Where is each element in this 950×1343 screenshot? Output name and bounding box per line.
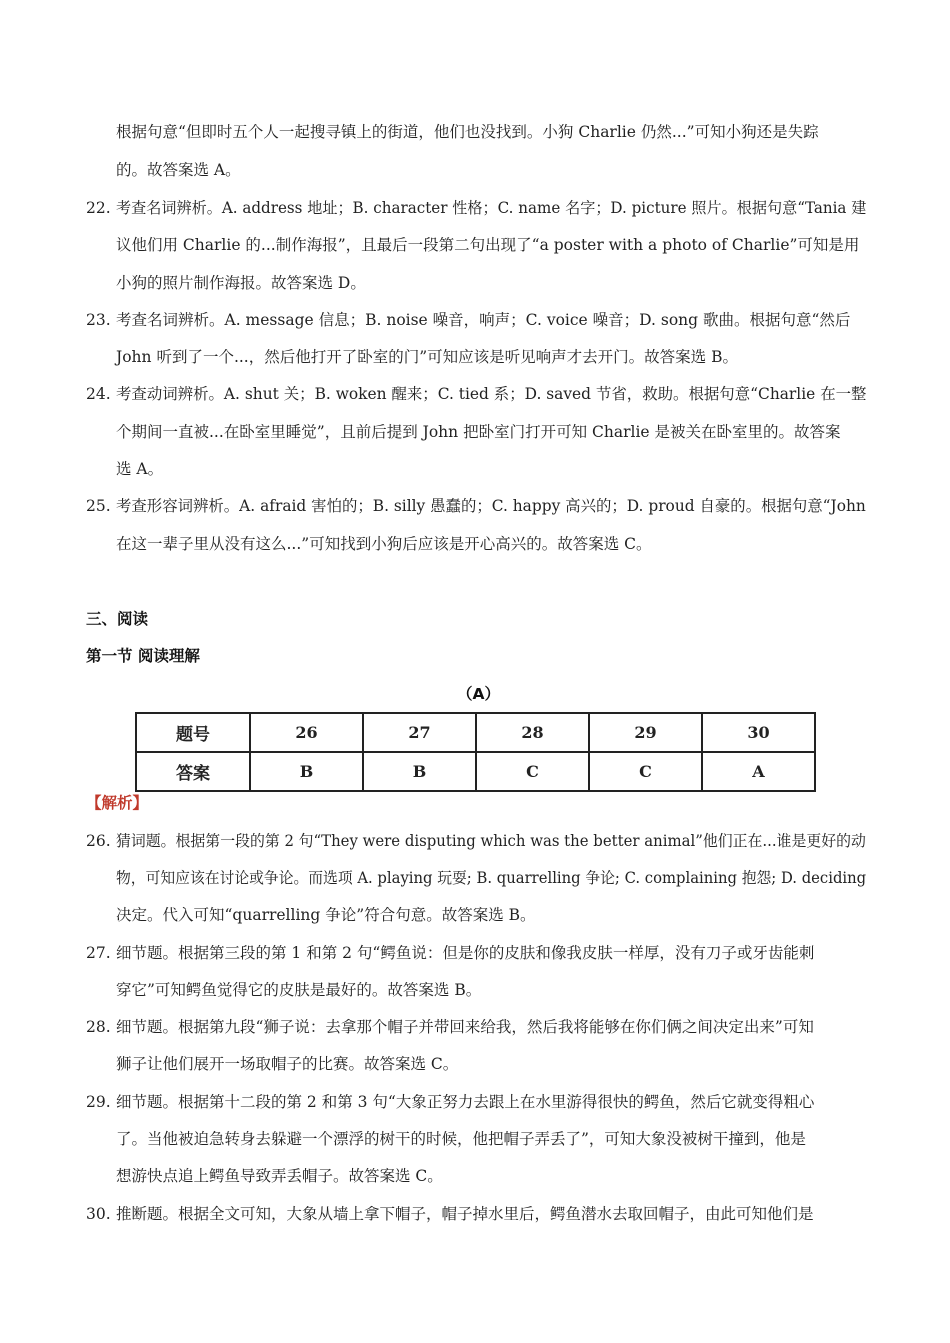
paragraph-line: John 听到了一个...，然后他打开了卧室的门”可知应该是听见响声才去开门。故答案选 B。 [116,348,738,366]
paragraph-line: 决定。代入可知“quarrelling 争论”符合句意。故答案选 B。 [116,906,536,924]
question-number: 23. [86,311,111,329]
table-cell: 28 [476,713,589,752]
paragraph-line: 考查动词辨析。A. shut 关；B. woken 醒来；C. tied 系；D. saved 节省，救助。根据句意“Charlie 在一整 [116,385,867,403]
table-cell: C [589,752,702,791]
table-cell: 26 [250,713,363,752]
section-subtitle: 第一节 阅读理解 [86,647,200,665]
question-number: 22. [86,199,111,217]
question-number: 29. [86,1093,111,1111]
table-row [136,713,815,752]
question-number: 26. [86,832,111,850]
table-header-cell: 题号 [136,713,250,752]
paragraph-line: 考查名词辨析。A. address 地址；B. character 性格；C. name 名字；D. picture 照片。根据句意“Tania 建 [116,199,867,217]
table-cell: A [702,752,815,791]
paragraph-line: 了。当他被迫急转身去躲避一个漂浮的树干的时候，他把帽子弄丢了”，可知大象没被树干撞到，他是 [116,1130,806,1148]
paragraph-line: 细节题。根据第三段的第 1 和第 2 句“鳄鱼说：但是你的皮肤和像我皮肤一样厚，没有刀子或牙齿能刺 [116,944,815,962]
paragraph-line: 细节题。根据第十二段的第 2 和第 3 句“大象正努力去跟上在水里游得很快的鳄鱼，然后它就变得粗心 [116,1093,815,1111]
paragraph-line: 猜词题。根据第一段的第 2 句“They were disputing which was the better animal”他们正在...谁是更好的动 [116,832,866,850]
analysis-label: 【解析】 [86,794,149,812]
paragraph-line: 在这一辈子里从没有这么...”可知找到小狗后应该是开心高兴的。故答案选 C。 [116,535,652,553]
question-number: 28. [86,1018,111,1036]
question-number: 27. [86,944,111,962]
paragraph-line: 考查形容词辨析。A. afraid 害怕的；B. silly 愚蠢的；C. happy 高兴的；D. proud 自豪的。根据句意“John [116,497,866,515]
table-cell: B [250,752,363,791]
paragraph-line: 狮子让他们展开一场取帽子的比赛。故答案选 C。 [116,1055,459,1073]
answer-table [135,712,816,792]
question-number: 24. [86,385,111,403]
paragraph-line: 的。故答案选 A。 [116,161,241,179]
paragraph-line: 个期间一直被...在卧室里睡觉”，且前后提到 John 把卧室门打开可知 Charlie 是被关在卧室里的。故答案 [116,423,841,441]
passage-label: （A） [457,685,500,703]
paragraph-line: 考查名词辨析。A. message 信息；B. noise 噪音，响声；C. voice 噪音；D. song 歌曲。根据句意“然后 [116,311,851,329]
paragraph-line: 细节题。根据第九段“狮子说：去拿那个帽子并带回来给我，然后我将能够在你们俩之间决定出来”可知 [116,1018,814,1036]
section-title: 三、阅读 [86,610,149,628]
paragraph-line: 想游快点追上鳄鱼导致弄丢帽子。故答案选 C。 [116,1167,443,1185]
paragraph-line: 选 A。 [116,460,164,478]
table-header-cell: 答案 [136,752,250,791]
table-cell: B [363,752,476,791]
paragraph-line: 物，可知应该在讨论或争论。而选项 A. playing 玩耍; B. quarrelling 争论; C. complaining 抱怨; D. deciding [116,869,867,887]
paragraph-line: 根据句意“但即时五个人一起搜寻镇上的街道，他们也没找到。小狗 Charlie 仍然...”可知小狗还是失踪 [116,123,819,141]
paragraph-line: 小狗的照片制作海报。故答案选 D。 [116,274,366,292]
paragraph-line: 推断题。根据全文可知，大象从墙上拿下帽子，帽子掉水里后，鳄鱼潜水去取回帽子，由此可知他们是 [116,1205,814,1223]
table-cell: C [476,752,589,791]
question-number: 25. [86,497,111,515]
paragraph-line: 穿它”可知鳄鱼觉得它的皮肤是最好的。故答案选 B。 [116,981,482,999]
table-cell: 29 [589,713,702,752]
paragraph-line: 议他们用 Charlie 的...制作海报”，且最后一段第二句出现了“a poster with a photo of Charlie”可知是用 [116,236,860,254]
table-row [136,752,815,791]
table-cell: 30 [702,713,815,752]
question-number: 30. [86,1205,111,1223]
table-cell: 27 [363,713,476,752]
